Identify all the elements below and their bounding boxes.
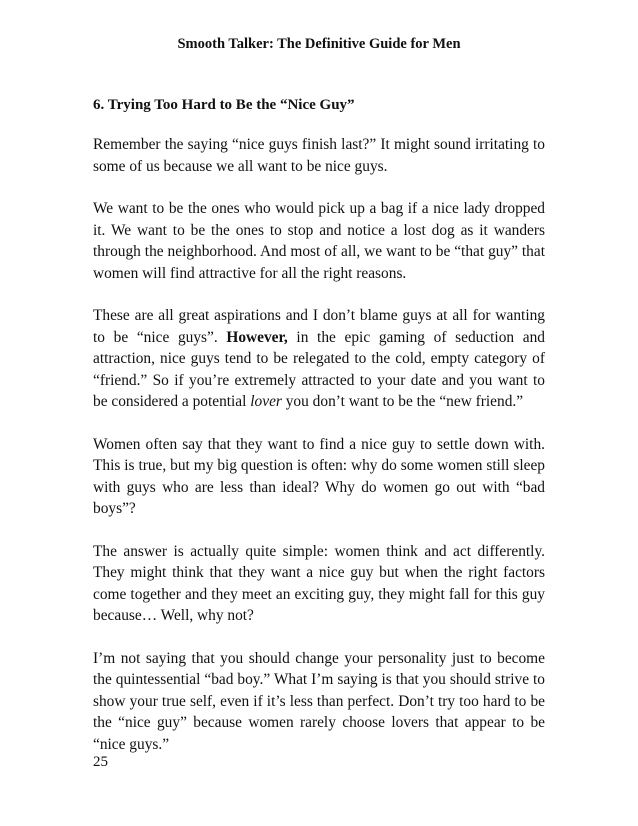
paragraph-5: The answer is actually quite simple: women think and act differently. They might think that they want a nice guy but when the right factors come together and they meet an exciting guy, they might fall for this guy because… Well, why not? [93,542,545,624]
paragraph-2: We want to be the ones who would pick up a bag if a nice lady dropped it. We want to be the ones to stop and notice a lost dog as it wanders through the neighborhood. And most of all, we want to be “that guy” that women will find attractive for all the right reasons. [93,200,545,282]
paragraph-6: I’m not saying that you should change your personality just to become the quintessential “bad boy.” What I’m saying is that you should strive to show your true self, even if it’s less than perfect. Don’t try too hard to be the “nice guy” because women rarely choose lovers that appear to be “nice guys.” [93,649,545,753]
paragraph-3-italic: lover [250,393,282,410]
paragraph-3-text-1: These are all great aspirations and I don’t blame guys at all for wanting to be “nice guys”. [93,307,545,346]
paragraph-3-text-3: you don’t want to be the “new friend.” [281,393,524,410]
paragraph-3-text-2: in the epic gaming of seduction and attraction, nice guys tend to be relegated to the cold, empty category of “friend.” So if you’re extremely attracted to your date and you want to be considered a potential [93,328,545,410]
running-header: Smooth Talker: The Definitive Guide for Men [177,36,461,52]
page-number: 25 [93,754,108,770]
paragraph-3-bold: However, [226,328,288,346]
section-heading: 6. Trying Too Hard to Be the “Nice Guy” [93,97,355,113]
paragraph-1: Remember the saying “nice guys finish last?” It might sound irritating to some of us because we all want to be nice guys. [93,136,545,175]
page-content [93,95,545,776]
paragraph-4: Women often say that they want to find a nice guy to settle down with. This is true, but my big question is often: why do some women still sleep with guys who are less than ideal? Why do women go out with “bad boys”? [93,435,545,517]
paragraph-3 [93,305,545,413]
